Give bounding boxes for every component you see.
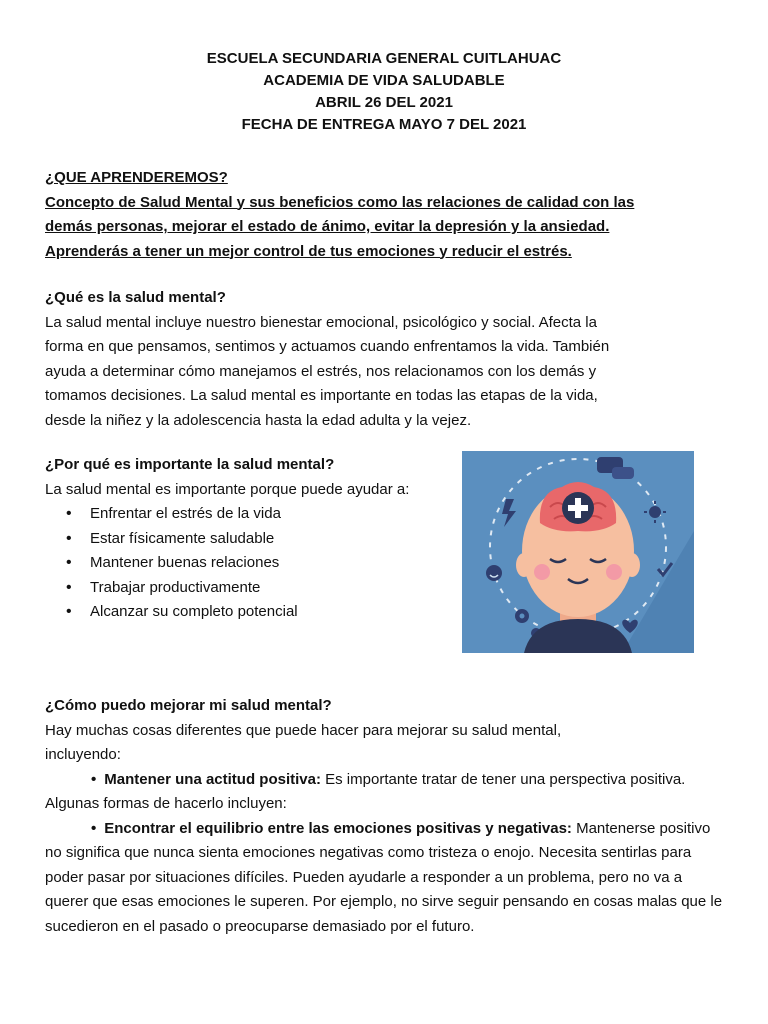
tip-paragraph [45, 817, 725, 940]
list-item: • Estar físicamente saludable [45, 527, 455, 552]
intro-heading: ¿QUE APRENDEREMOS? [45, 169, 228, 186]
what-line: desde la niñez y la adolescencia hasta la edad adulta y la vejez. [45, 411, 472, 429]
school-name: ESCUELA SECUNDARIA GENERAL CUITLAHUAC [206, 50, 562, 67]
intro-line-2: demás personas, mejorar el estado de ánimo, evitar la depresión y la ansiedad. [45, 218, 610, 235]
bullet-icon: • [91, 770, 97, 788]
why-heading: ¿Por qué es importante la salud mental? [45, 456, 335, 473]
what-section [45, 286, 695, 433]
tip-title: Mantener una actitud positiva: [104, 770, 321, 788]
how-intro-line-1: Hay muchas cosas diferentes que puede hacer para mejorar su salud mental, [45, 721, 562, 739]
list-item: • Alcanzar su completo potencial [45, 600, 455, 625]
why-section [45, 453, 455, 625]
tip-text: Es importante tratar de tener una perspectiva positiva. Algunas formas de hacerlo incluyen: [45, 770, 686, 812]
due-date: FECHA DE ENTREGA MAYO 7 DEL 2021 [241, 116, 527, 133]
tip-paragraph [45, 768, 725, 817]
why-intro: La salud mental es importante porque puede ayudar a: [45, 480, 410, 498]
intro-line-3: Aprenderás a tener un mejor control de tus emociones y reducir el estrés. [45, 242, 572, 260]
what-heading: ¿Qué es la salud mental? [45, 289, 226, 306]
tip-title: Encontrar el equilibrio entre las emociones positivas y negativas: [104, 819, 572, 837]
intro-line-1: Concepto de Salud Mental y sus beneficios como las relaciones de calidad con las [45, 193, 635, 211]
intro-section [45, 166, 695, 264]
what-line: forma en que pensamos, sentimos y actuamos cuando enfrentamos la vida. También [45, 338, 610, 355]
how-intro-line-2: incluyendo: [45, 746, 121, 763]
how-heading: ¿Cómo puedo mejorar mi salud mental? [45, 697, 332, 714]
mental-health-illustration [462, 451, 694, 653]
what-line: tomamos decisiones. La salud mental es importante en todas las etapas de la vida, [45, 387, 598, 404]
list-item: • Enfrentar el estrés de la vida [45, 502, 455, 527]
tip-text: Mantenerse positivo no significa que nunca sienta emociones negativas como tristeza o enojo. Necesita sentirlas para poder pasar por situaciones difíciles. Pueden ayudarle a responder a un problema, pero no va a querer que esas emociones le superen. Por ejemplo, no sirve seguir pensando en cosas malas que le sucedieron en el pasado o preocuparse demasiado por el futuro. [45, 819, 723, 935]
mental-health-head-icon [462, 451, 694, 653]
list-item: • Mantener buenas relaciones [45, 551, 455, 576]
document-date: ABRIL 26 DEL 2021 [315, 94, 453, 111]
how-section [45, 694, 725, 939]
academy-name: ACADEMIA DE VIDA SALUDABLE [263, 72, 505, 89]
what-line: ayuda a determinar cómo manejamos el estrés, nos relacionamos con los demás y [45, 362, 597, 380]
bullet-icon: • [91, 819, 97, 837]
document-header [0, 48, 768, 136]
why-list [45, 502, 455, 625]
list-item: • Trabajar productivamente [45, 576, 455, 601]
what-line: La salud mental incluye nuestro bienestar emocional, psicológico y social. Afecta la [45, 313, 597, 331]
